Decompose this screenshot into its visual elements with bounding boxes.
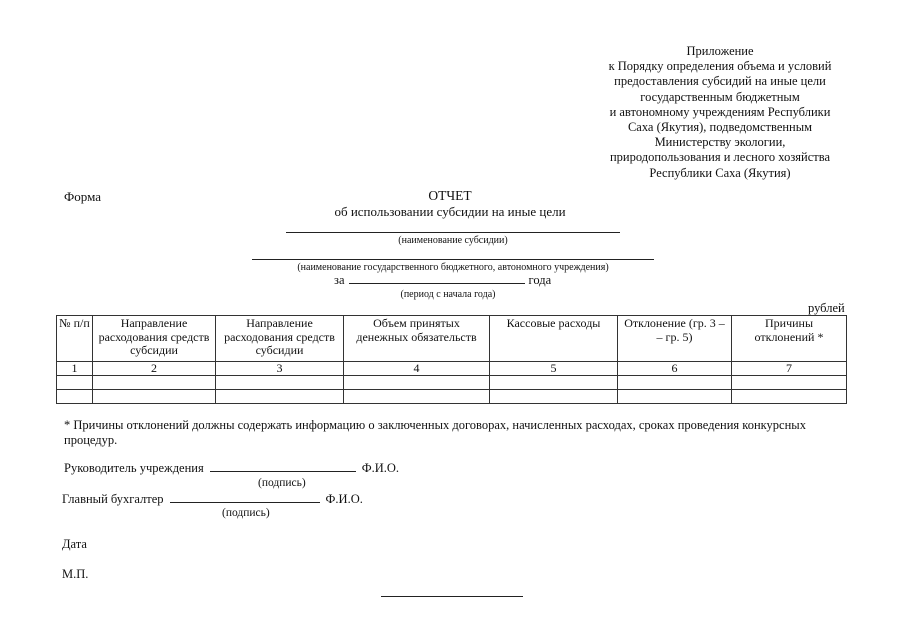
- appendix-line: Саха (Якутия), подведомственным: [627, 120, 813, 135]
- institution-name-line[interactable]: [252, 259, 654, 260]
- report-subtitle: об использовании субсидии на иные цели: [334, 204, 566, 219]
- report-table: [56, 315, 847, 404]
- table-cell[interactable]: [618, 390, 732, 404]
- column-number: 2: [93, 362, 216, 376]
- accountant-label: Главный бухгалтер: [62, 492, 164, 506]
- end-divider: [381, 596, 523, 597]
- period-caption: (период с начала года): [400, 289, 496, 300]
- period-row: [334, 273, 551, 288]
- appendix-line: предоставления субсидий на иные цели: [614, 74, 826, 89]
- table-cell[interactable]: [490, 390, 618, 404]
- col-header-number: № п/п: [57, 316, 93, 362]
- accountant-fio-label: Ф.И.О.: [325, 492, 363, 506]
- table-number-row: [57, 362, 847, 376]
- appendix-line: Приложение: [686, 44, 754, 58]
- table-row: [57, 390, 847, 404]
- period-suffix: года: [528, 273, 552, 287]
- table-header-row: [57, 316, 847, 362]
- col-header-direction-1: Направление расходования средств субсидии: [93, 316, 216, 362]
- column-number: 7: [732, 362, 847, 376]
- institution-name-caption: (наименование государственного бюджетного, автономного учреждения): [297, 262, 609, 273]
- date-label: Дата: [62, 537, 87, 551]
- column-number: 5: [490, 362, 618, 376]
- table-cell[interactable]: [732, 376, 847, 390]
- column-number: 4: [344, 362, 490, 376]
- head-signature-caption: (подпись): [258, 477, 306, 489]
- table-cell[interactable]: [216, 376, 344, 390]
- subsidy-name-line[interactable]: [286, 232, 620, 233]
- appendix-header: [560, 44, 880, 181]
- report-title: ОТЧЕТ: [428, 188, 472, 203]
- stamp-label: М.П.: [62, 567, 89, 581]
- appendix-line: и автономному учреждениям Республики: [609, 104, 831, 119]
- table-cell[interactable]: [57, 376, 93, 390]
- column-number: 1: [57, 362, 93, 376]
- appendix-line: Министерству экологии,: [654, 135, 786, 150]
- accountant-signature-row: [62, 492, 363, 507]
- column-number: 3: [216, 362, 344, 376]
- appendix-line: природопользования и лесного хозяйства: [609, 150, 831, 165]
- table-cell[interactable]: [216, 390, 344, 404]
- appendix-line: Республики Саха (Якутия): [649, 165, 791, 180]
- table-row: [57, 376, 847, 390]
- table-cell[interactable]: [618, 376, 732, 390]
- table-cell[interactable]: [732, 390, 847, 404]
- table-cell[interactable]: [93, 376, 216, 390]
- table-cell[interactable]: [57, 390, 93, 404]
- period-prefix: за: [334, 273, 345, 287]
- appendix-line: к Порядку определения объема и условий: [608, 59, 832, 74]
- accountant-signature-caption: (подпись): [222, 507, 270, 519]
- report-title-block: [200, 188, 700, 220]
- col-header-cash-expenses: Кассовые расходы: [490, 316, 618, 362]
- head-fio-label: Ф.И.О.: [361, 461, 400, 475]
- col-header-deviation: Отклонение (гр. 3 – – гр. 5): [618, 316, 732, 362]
- accountant-signature-field[interactable]: [170, 492, 320, 503]
- column-number: 6: [618, 362, 732, 376]
- table-cell[interactable]: [490, 376, 618, 390]
- footnote: * Причины отклонений должны содержать информацию о заключенных договорах, начисленных расходах, сроках проведения конкурсных процедур.: [64, 418, 806, 447]
- table-cell[interactable]: [93, 390, 216, 404]
- head-signature-field[interactable]: [210, 461, 356, 472]
- head-label: Руководитель учреждения: [64, 461, 204, 475]
- table-cell[interactable]: [344, 390, 490, 404]
- period-field[interactable]: [349, 273, 525, 284]
- col-header-direction-2: Направление расходования средств субсидии: [216, 316, 344, 362]
- table-cell[interactable]: [344, 376, 490, 390]
- col-header-obligations: Объем принятых денежных обязательств: [344, 316, 490, 362]
- form-label: Форма: [64, 189, 101, 204]
- appendix-line: государственным бюджетным: [640, 89, 800, 104]
- col-header-reasons: Причины отклонений *: [732, 316, 847, 362]
- currency-unit: рублей: [808, 301, 845, 315]
- head-signature-row: [64, 461, 399, 476]
- subsidy-name-caption: (наименование субсидии): [398, 235, 508, 246]
